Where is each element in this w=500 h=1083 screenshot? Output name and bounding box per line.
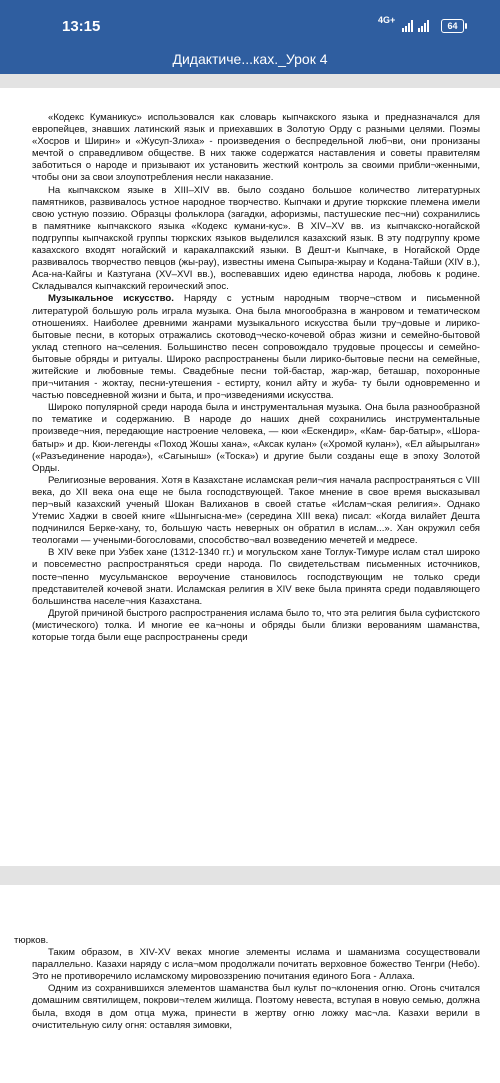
page-text [14,935,480,1032]
page-text [32,112,480,644]
document-page-1[interactable] [0,88,500,866]
paragraph: «Кодекс Куманикус» использовался как словарь кыпчакского языка и предназначался для европейцев, знавших латинский язык и приехавших в Золотую Орду с разными целями. Поэмы «Хосров и Ширин» и «Жусуп-Злиха» - произведения о беспредельной люб¬ви, они пронизаны мечтой о справедливом обществе. В них также содержатся наставления и советы правителям заботиться о народе и призывают их установить жесткий контроль за своими прибли¬женными, чтобы они за свои злоупотребления несли наказание. [32,112,480,184]
paragraph: Таким образом, в XIV-XV веках многие элементы ислама и шаманизма сосуществовали параллельно. Казахи наряду с исла¬мом продолжали почитать верховное божество Тенгри (Небо). Это не противоречило исламскому мировоззрению почитания единого Бога - Аллаха. [32,947,480,983]
network-type-icon: 4G+ [378,15,396,25]
paragraph: В XIV веке при Узбек хане (1312-1340 гг.) и могульском хане Тоглук-Тимуре ислам стал широко и повсеместно распространяться среди народа. По свидетельствам письменных источников, посте¬пенно мусульманское вероучение становилось господствующим не только среди представителей кочевой знати. Исламская религия в XIV веке была принята среди подавляющего большинства населе¬ния Казахстана. [32,547,480,607]
paragraph: Одним из сохранившихся элементов шаманства был культ по¬клонения огню. Огонь считался домашним святилищем, покрови¬телем жилища. Поэтому невеста, вступая в новую семью, должна была, входя в дом отца мужа, принести в жертву огню ложку мас¬ла. Казахи верили в очистительную силу огня: оставляя зимовки, [32,983,480,1031]
paragraph: Религиозные верования. Хотя в Казахстане исламская рели¬гия начала распространяться с VIII века, до XII века она еще не была господствующей. Такое мнение в свое время высказывал пер¬вый казахский ученый Шокан Валиханов в своей статье «Ислам¬ская религия». Однако Утемис Хаджи в своей книге «Шынгысна-ме» (середина XIII века) писал: «Когда вилайет Дешта подчинился Берке-хану, то, большую часть неверных он обратил в ислам...». Хан окружил себя теологами — учеными-богословами, способство¬вал возведению мечетей и медресе. [32,474,480,547]
paragraph-text: Наряду с устным народным творче¬ством и письменной литературой большую роль играла музыка. Она была многообразна в жанровом и тематическом отношениях. Наиболее древними жанрами музыкального искусства были тру¬довые и лирико-бытовые песни, в которых отражались скотовод¬ческо-кочевой образ жизни и семейно-бытовой уклад степного на¬селения. Большинство песен сопровождало трудовые процессы и семейно-бытовые обряды и ритуалы. Широко распространены были лирико-бытовые песни на семейные, житейские и любовные темы. Свадебные песни той-бастар, жар-жар, беташар, похоронные при¬читания - жоктау, песни-утешения - естирту, конил айту и жуба- ту были одновременно и частью повседневной жизни и быта, и про¬изведениями искусства. [32,293,480,402]
status-time: 13:15 [62,18,101,35]
section-heading: Музыкальное искусство. [48,293,174,305]
paragraph [32,293,480,402]
signal-icon [402,20,432,32]
document-page-2[interactable] [0,885,500,1083]
paragraph: На кыпчакском языке в XIII–XIV вв. было создано большое количество литературных памятников, развивалось устное народное творчество. Кыпчаки и другие тюркские племена имели свою устную поэзию. Образцы фольклора (загадки, афоризмы, пастушеские пес¬ни) сохранились в памятнике кыпчакского языка «Кодекс кумани-кус». В XIV–XV вв. из кыпчакско-ногайской подгруппы кыпчакской группы тюркских языков выделился казахский язык. В эту подгруппу кроме казахского входят ногайский и каракалпакский языки. В Дешт-и Кыпчаке, в Ногайской Орде развивалось творчество певцов (жы-рау), известны имена Сыпыра-жырау и Кодана-Тайши (XIV в.), Аса-на-Кайгы и Казтугана (XV–XVI вв.), воспевавших идею единства народа, любовь к родине. Складывался кыпчакский героический эпос. [32,184,480,293]
document-title[interactable]: Дидактиче...ках._Урок 4 [0,44,500,74]
paragraph: Широко популярной среди народа была и инструментальная музыка. Она была разнообразной по тематике и содержанию. В народе до наших дней сохранились инструментальные произведе¬ния, передающие настроение человека, — кюи «Ескендир», «Кам- бар-батыр», «Шора-батыр» и др. Кюи-легенды «Поход Жошы хана», «Аксак кулан» («Хромой кулан»), «Ел айырылган» («Разъединение народа»), «Сагыныш» («Тоска») и другие были созданы еще в эпоху Золотой Орды. [32,402,480,474]
paragraph: Другой причиной быстрого распространения ислама было то, что эта религия была суфистского (мистического) толка. И многие ее ка¬ноны и обряды были близки верованиям шаманства, которые тогда были еще распространены среди [32,607,480,644]
battery-icon: 64 [441,19,464,33]
paragraph: тюрков. [14,935,49,946]
